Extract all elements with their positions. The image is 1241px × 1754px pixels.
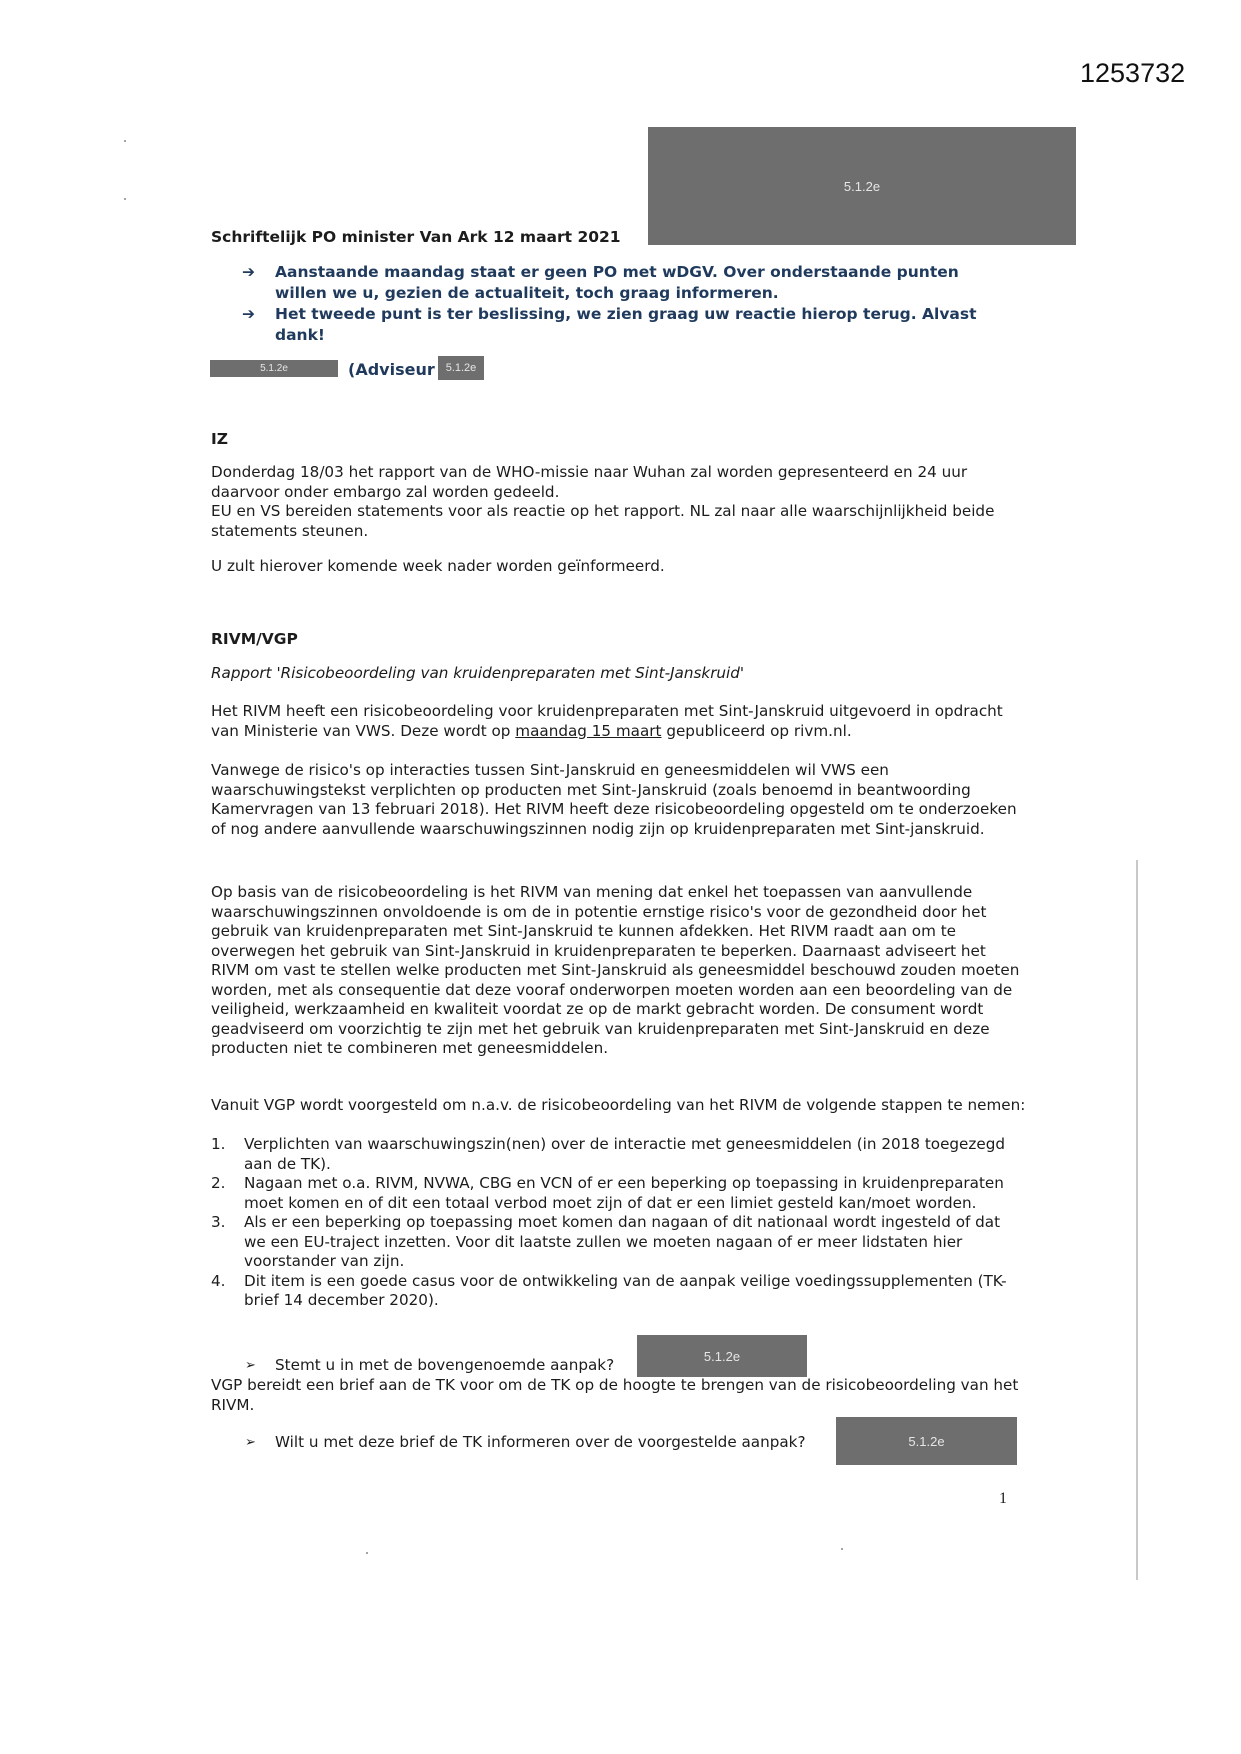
section-heading-iz: IZ — [211, 430, 229, 448]
rivm-paragraph-4: Vanuit VGP wordt voorgesteld om n.a.v. de risicobeoordeling van het RIVM de volgende stappen te nemen: — [211, 1096, 1026, 1114]
intro-bullet-text: Aanstaande maandag staat er geen PO met wDGV. Over onderstaande punten willen we u, gezien de actualiteit, toch graag informeren. — [275, 263, 959, 302]
adviseur-label: (Adviseur — [348, 360, 435, 379]
step-number: 1. — [211, 1135, 226, 1153]
question-1 — [245, 1356, 614, 1375]
scan-speck — [366, 1552, 368, 1554]
rivm-paragraph-1 — [211, 702, 1026, 741]
step-text: Nagaan met o.a. RIVM, NVWA, CBG en VCN of er een beperking op toepassing in kruidenpreparaten moet komen en of dit een totaal verbod moet zijn of dat er een limiet gesteld kan/moet worden. — [244, 1174, 1004, 1212]
list-item — [211, 1135, 1026, 1174]
scan-edge-line — [1136, 860, 1138, 1580]
iz-paragraph-2: EU en VS bereiden statements voor als reactie op het rapport. NL zal naar alle waarschijnlijkheid beide statements steunen. — [211, 502, 995, 540]
list-item — [211, 1272, 1026, 1311]
question-2 — [245, 1433, 806, 1452]
intro-bullets — [242, 262, 1004, 346]
intro-bullet — [242, 262, 1004, 304]
triangle-bullet-icon: ➢ — [245, 1358, 256, 1373]
scan-speck — [841, 1548, 843, 1550]
publication-date: maandag 15 maart — [515, 721, 662, 740]
step-text: Dit item is een goede casus voor de ontwikkeling van de aanpak veilige voedingssupplementen (TK-brief 14 december 2020). — [244, 1271, 1007, 1309]
document-number: 1253732 — [1080, 58, 1186, 88]
rivm-paragraph-5: VGP bereidt een brief aan de TK voor om de TK op de hoogte te brengen van de risicobeoordeling van het RIVM. — [211, 1376, 1019, 1414]
list-item — [211, 1174, 1026, 1213]
intro-bullet-text: Het tweede punt is ter beslissing, we zien graag uw reactie hierop terug. Alvast dank! — [275, 305, 977, 344]
step-number: 2. — [211, 1174, 226, 1192]
section-heading-rivm: RIVM/VGP — [211, 630, 298, 648]
question-2-text: Wilt u met deze brief de TK informeren over de voorgestelde aanpak? — [275, 1433, 806, 1451]
scan-speck — [124, 198, 126, 200]
steps-list — [211, 1135, 1026, 1311]
step-number: 4. — [211, 1271, 226, 1290]
redaction-block-adviseur: 5.1.2e — [438, 356, 484, 380]
rivm-p1-text: Het RIVM heeft een risicobeoordeling voor kruidenpreparaten met Sint-Janskruid uitgevoerd in opdracht van Ministerie van VWS. Deze wordt op — [211, 702, 1003, 740]
rivm-p1-text-end: gepubliceerd op rivm.nl. — [661, 721, 852, 740]
triangle-bullet-icon: ➢ — [245, 1435, 256, 1450]
step-text: Verplichten van waarschuwingszin(nen) over de interactie met geneesmiddelen (in 2018 toegezegd aan de TK). — [244, 1135, 1005, 1173]
scan-speck — [124, 140, 126, 142]
redaction-block-header: 5.1.2e — [648, 127, 1076, 245]
step-text: Als er een beperking op toepassing moet komen dan nagaan of dit nationaal wordt ingesteld of dat we een EU-traject inzetten. Voor dit laatste zullen we moeten nagaan of er meer lidstaten hier voorstander van zijn. — [244, 1213, 1001, 1270]
question-1-text: Stemt u in met de bovengenoemde aanpak? — [275, 1356, 615, 1374]
intro-bullet — [242, 304, 1004, 346]
report-title: Rapport 'Risicobeoordeling van kruidenpreparaten met Sint-Janskruid' — [211, 664, 745, 682]
iz-paragraph-1: Donderdag 18/03 het rapport van de WHO-missie naar Wuhan zal worden gepresenteerd en 24 uur daarvoor onder embargo zal worden gedeeld. — [211, 463, 968, 501]
list-item — [211, 1213, 1026, 1272]
redaction-block-answer-2: 5.1.2e — [836, 1417, 1017, 1465]
page-number: 1 — [999, 1490, 1007, 1507]
redaction-block-name: 5.1.2e — [210, 360, 338, 377]
iz-paragraph-3: U zult hierover komende week nader worden geïnformeerd. — [211, 557, 665, 575]
page-title: Schriftelijk PO minister Van Ark 12 maart 2021 — [211, 228, 621, 246]
rivm-paragraph-3: Op basis van de risicobeoordeling is het RIVM van mening dat enkel het toepassen van aanvullende waarschuwingszinnen onvoldoende is om de in potentie ernstige risico's voor de gezondheid door het gebruik van kruidenpreparaten met Sint-Janskruid te kunnen afdekken. Het RIVM raadt aan om te overwegen het gebruik van Sint-Janskruid in kruidenpreparaten te beperken. Daarnaast adviseert het RIVM om vast te stellen welke producten met Sint-Janskruid als geneesmiddel beschouwd zouden moeten worden, met als consequentie dat deze vooraf onderworpen moeten worden aan een beoordeling van de veiligheid, werkzaamheid en kwaliteit voordat ze op de markt gebracht worden. De consument wordt geadviseerd om voorzichtig te zijn met het gebruik van kruidenpreparaten met Sint-Janskruid en deze producten niet te combineren met geneesmiddelen. — [211, 883, 1020, 1057]
rivm-paragraph-2: Vanwege de risico's op interacties tussen Sint-Janskruid en geneesmiddelen wil VWS een waarschuwingstekst verplichten op producten met Sint-Janskruid (zoals benoemd in beantwoording Kamervragen van 13 februari 2018). Het RIVM heeft deze risicobeoordeling opgesteld om te onderzoeken of nog andere aanvullende waarschuwingszinnen nodig zijn op kruidenpreparaten met Sint-janskruid. — [211, 761, 1017, 838]
step-number: 3. — [211, 1213, 226, 1231]
redaction-block-answer-1: 5.1.2e — [637, 1335, 807, 1377]
arrow-right-icon: ➔ — [242, 305, 255, 323]
arrow-right-icon: ➔ — [242, 263, 255, 281]
